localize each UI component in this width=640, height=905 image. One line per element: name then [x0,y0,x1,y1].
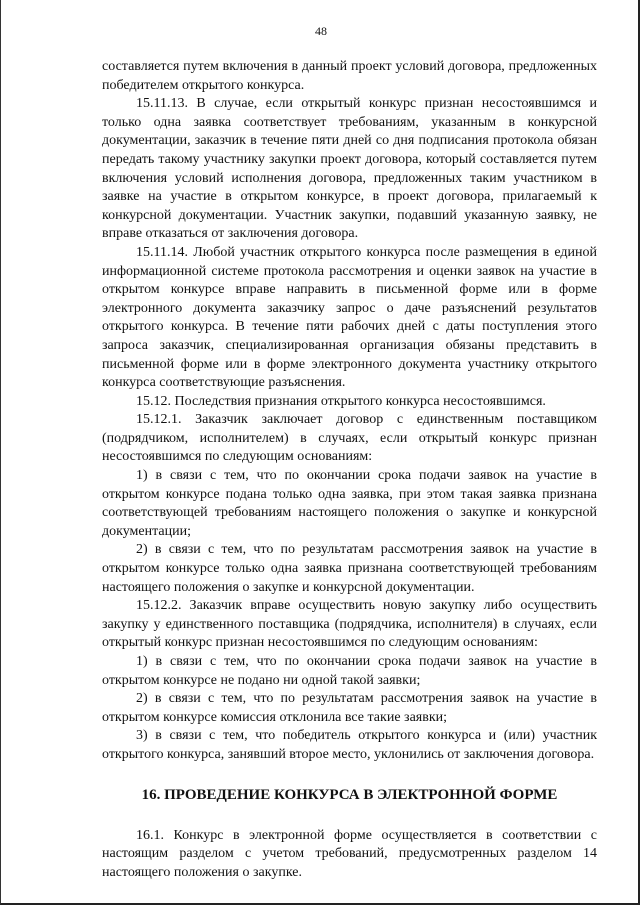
paragraph-15-12-1-item-1: 1) в связи с тем, что по окончании срока подачи заявок на участие в открытом конкурсе подана только одна заявка, при этом такая заявка признана соответствующей требованиям настоящего положения о закупке и конкурсной документации; [102,468,597,539]
paragraph-15-12-2: 15.12.2. Заказчик вправе осуществить новую закупку либо осуществить закупку у единственного поставщика (подрядчика, исполнителя) в случаях, если открытый конкурс признан несостоявшимся по следующим основаниям: [102,598,597,651]
paragraph-15-12: 15.12. Последствия признания открытого конкурса несостоявшимся. [136,393,546,409]
paragraph-15-12-2-item-3: 3) в связи с тем, что победитель открытого конкурса и (или) участник открытого конкурса, занявший второе место, уклонились от заключения договора. [102,728,597,762]
paragraph-continuation: составляется путем включения в данный проект условий договора, предложенных победителем открытого конкурса. [102,59,597,93]
paragraph-15-11-13: 15.11.13. В случае, если открытый конкурс признан несостоявшимся и только одна заявка соответствует требованиям, указанным в конкурсной документации, заказчик в течение пяти дней со дня подписания протокола обязан передать такому участнику закупки проект договора, который составляется путем включения условий исполнения договора, предложенных таким участником в заявке на участие в открытом конкурсе, в проект договора, прилагаемый к конкурсной документации. Участник закупки, подавший указанную заявку, не вправе отказаться от заключения договора. [102,96,597,242]
paragraph-15-11-14: 15.11.14. Любой участник открытого конкурса после размещения в единой информационной системе протокола рассмотрения и оценки заявок на участие в открытом конкурсе вправе направить в письменной форме или в форме электронного документа заказчику запрос о даче разъяснений результатов открытого конкурса. В течение пяти рабочих дней с даты поступления этого запроса заказчик, специализированная организация обязаны представить в письменной форме или в форме электронного документа участнику открытого конкурса соответствующие разъяснения. [102,244,597,391]
paragraph-16-1: 16.1. Конкурс в электронной форме осуществляется в соответствии с настоящим разделом с учетом требований, предусмотренных разделом 14 настоящего положения о закупке. [102,827,597,880]
page-number: 48 [315,24,327,38]
paragraph-15-12-1-item-2: 2) в связи с тем, что по результатам рассмотрения заявок на участие в открытом конкурсе только одна заявка признана соответствующей требованиям настоящего положения о закупке и конкурсной документации. [102,542,597,595]
paragraph-15-12-1: 15.12.1. Заказчик заключает договор с единственным поставщиком (подрядчиком, исполнителем) в случаях, если открытый конкурс признан несостоявшимся по следующим основаниям: [102,412,597,465]
section-heading-16: 16. ПРОВЕДЕНИЕ КОНКУРСА В ЭЛЕКТРОННОЙ ФОРМЕ [141,786,558,803]
document-body [102,58,597,882]
paragraph-15-12-2-item-1: 1) в связи с тем, что по окончании срока подачи заявок на участие в открытом конкурсе не подано ни одной такой заявки; [102,654,597,688]
paragraph-15-12-2-item-2: 2) в связи с тем, что по результатам рассмотрения заявок на участие в открытом конкурсе комиссия отклонила все такие заявки; [102,691,597,725]
